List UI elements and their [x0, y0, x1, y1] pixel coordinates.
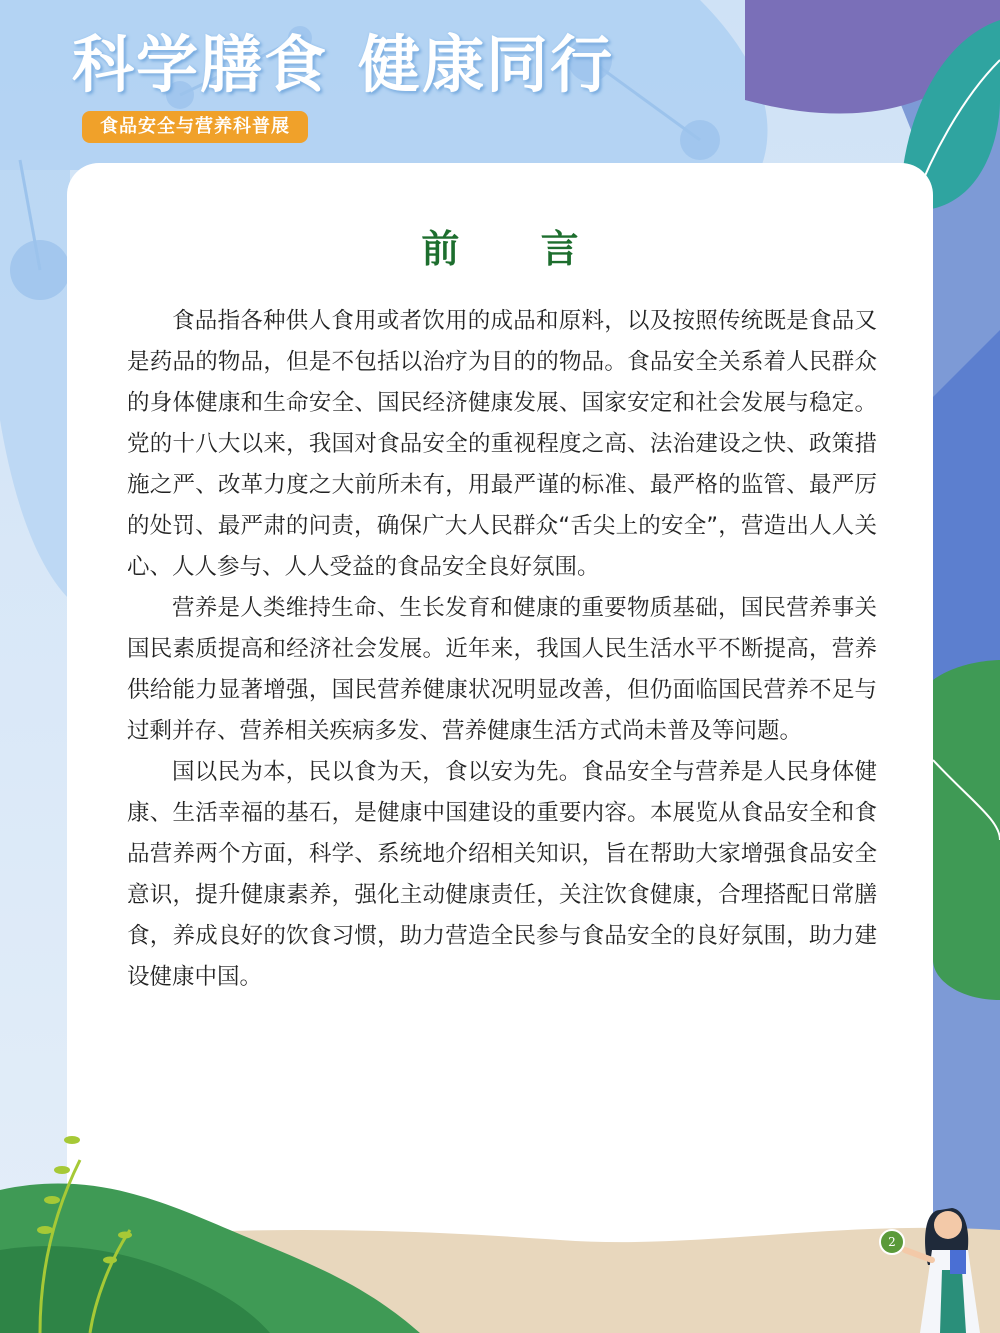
page-number-badge: 2 [879, 1229, 905, 1255]
paragraph-3: 国以民为本，民以食为天，食以安为先。食品安全与营养是人民身体健康、生活幸福的基石，是健康中国建设的重要内容。本展览从食品安全和食品营养两个方面，科学、系统地介绍相关知识，旨在帮助大家增强食品安全意识，提升健康素养，强化主动健康责任，关注饮食健康，合理搭配日常膳食，养成良好的饮食习惯，助力营造全民参与食品安全的良好氛围，助力建设健康中国。 [127, 759, 877, 990]
article-body [127, 301, 877, 998]
exhibition-title [72, 28, 614, 102]
bottom-illustration [0, 1100, 1000, 1333]
exhibition-subtitle-badge: 食品安全与营养科普展 [82, 111, 308, 143]
paragraph-2: 营养是人类维持生命、生长发育和健康的重要物质基础，国民营养事关国民素质提高和经济社会发展。近年来，我国人民生活水平不断提高，营养供给能力显著增强，国民营养健康状况明显改善，但仍面临国民营养不足与过剩并存、营养相关疾病多发、营养健康生活方式尚未普及等问题。 [127, 595, 877, 744]
title-part-1: 科学膳食 [72, 28, 329, 101]
title-part-2: 健康同行 [358, 28, 615, 101]
paragraph-1: 食品指各种供人食用或者饮用的成品和原料，以及按照传统既是食品又是药品的物品，但是不包括以治疗为目的的物品。食品安全关系着人民群众的身体健康和生命安全、国民经济健康发展、国家安定和社会发展与稳定。党的十八大以来，我国对食品安全的重视程度之高、法治建设之快、政策措施之严、改革力度之大前所未有，用最严谨的标准、最严格的监管、最严厉的处罚、最严肃的问责，确保广大人民群众“舌尖上的安全”，营造出人人关心、人人参与、人人受益的食品安全良好氛围。 [127, 308, 877, 580]
page-heading: 前 言 [421, 227, 613, 271]
